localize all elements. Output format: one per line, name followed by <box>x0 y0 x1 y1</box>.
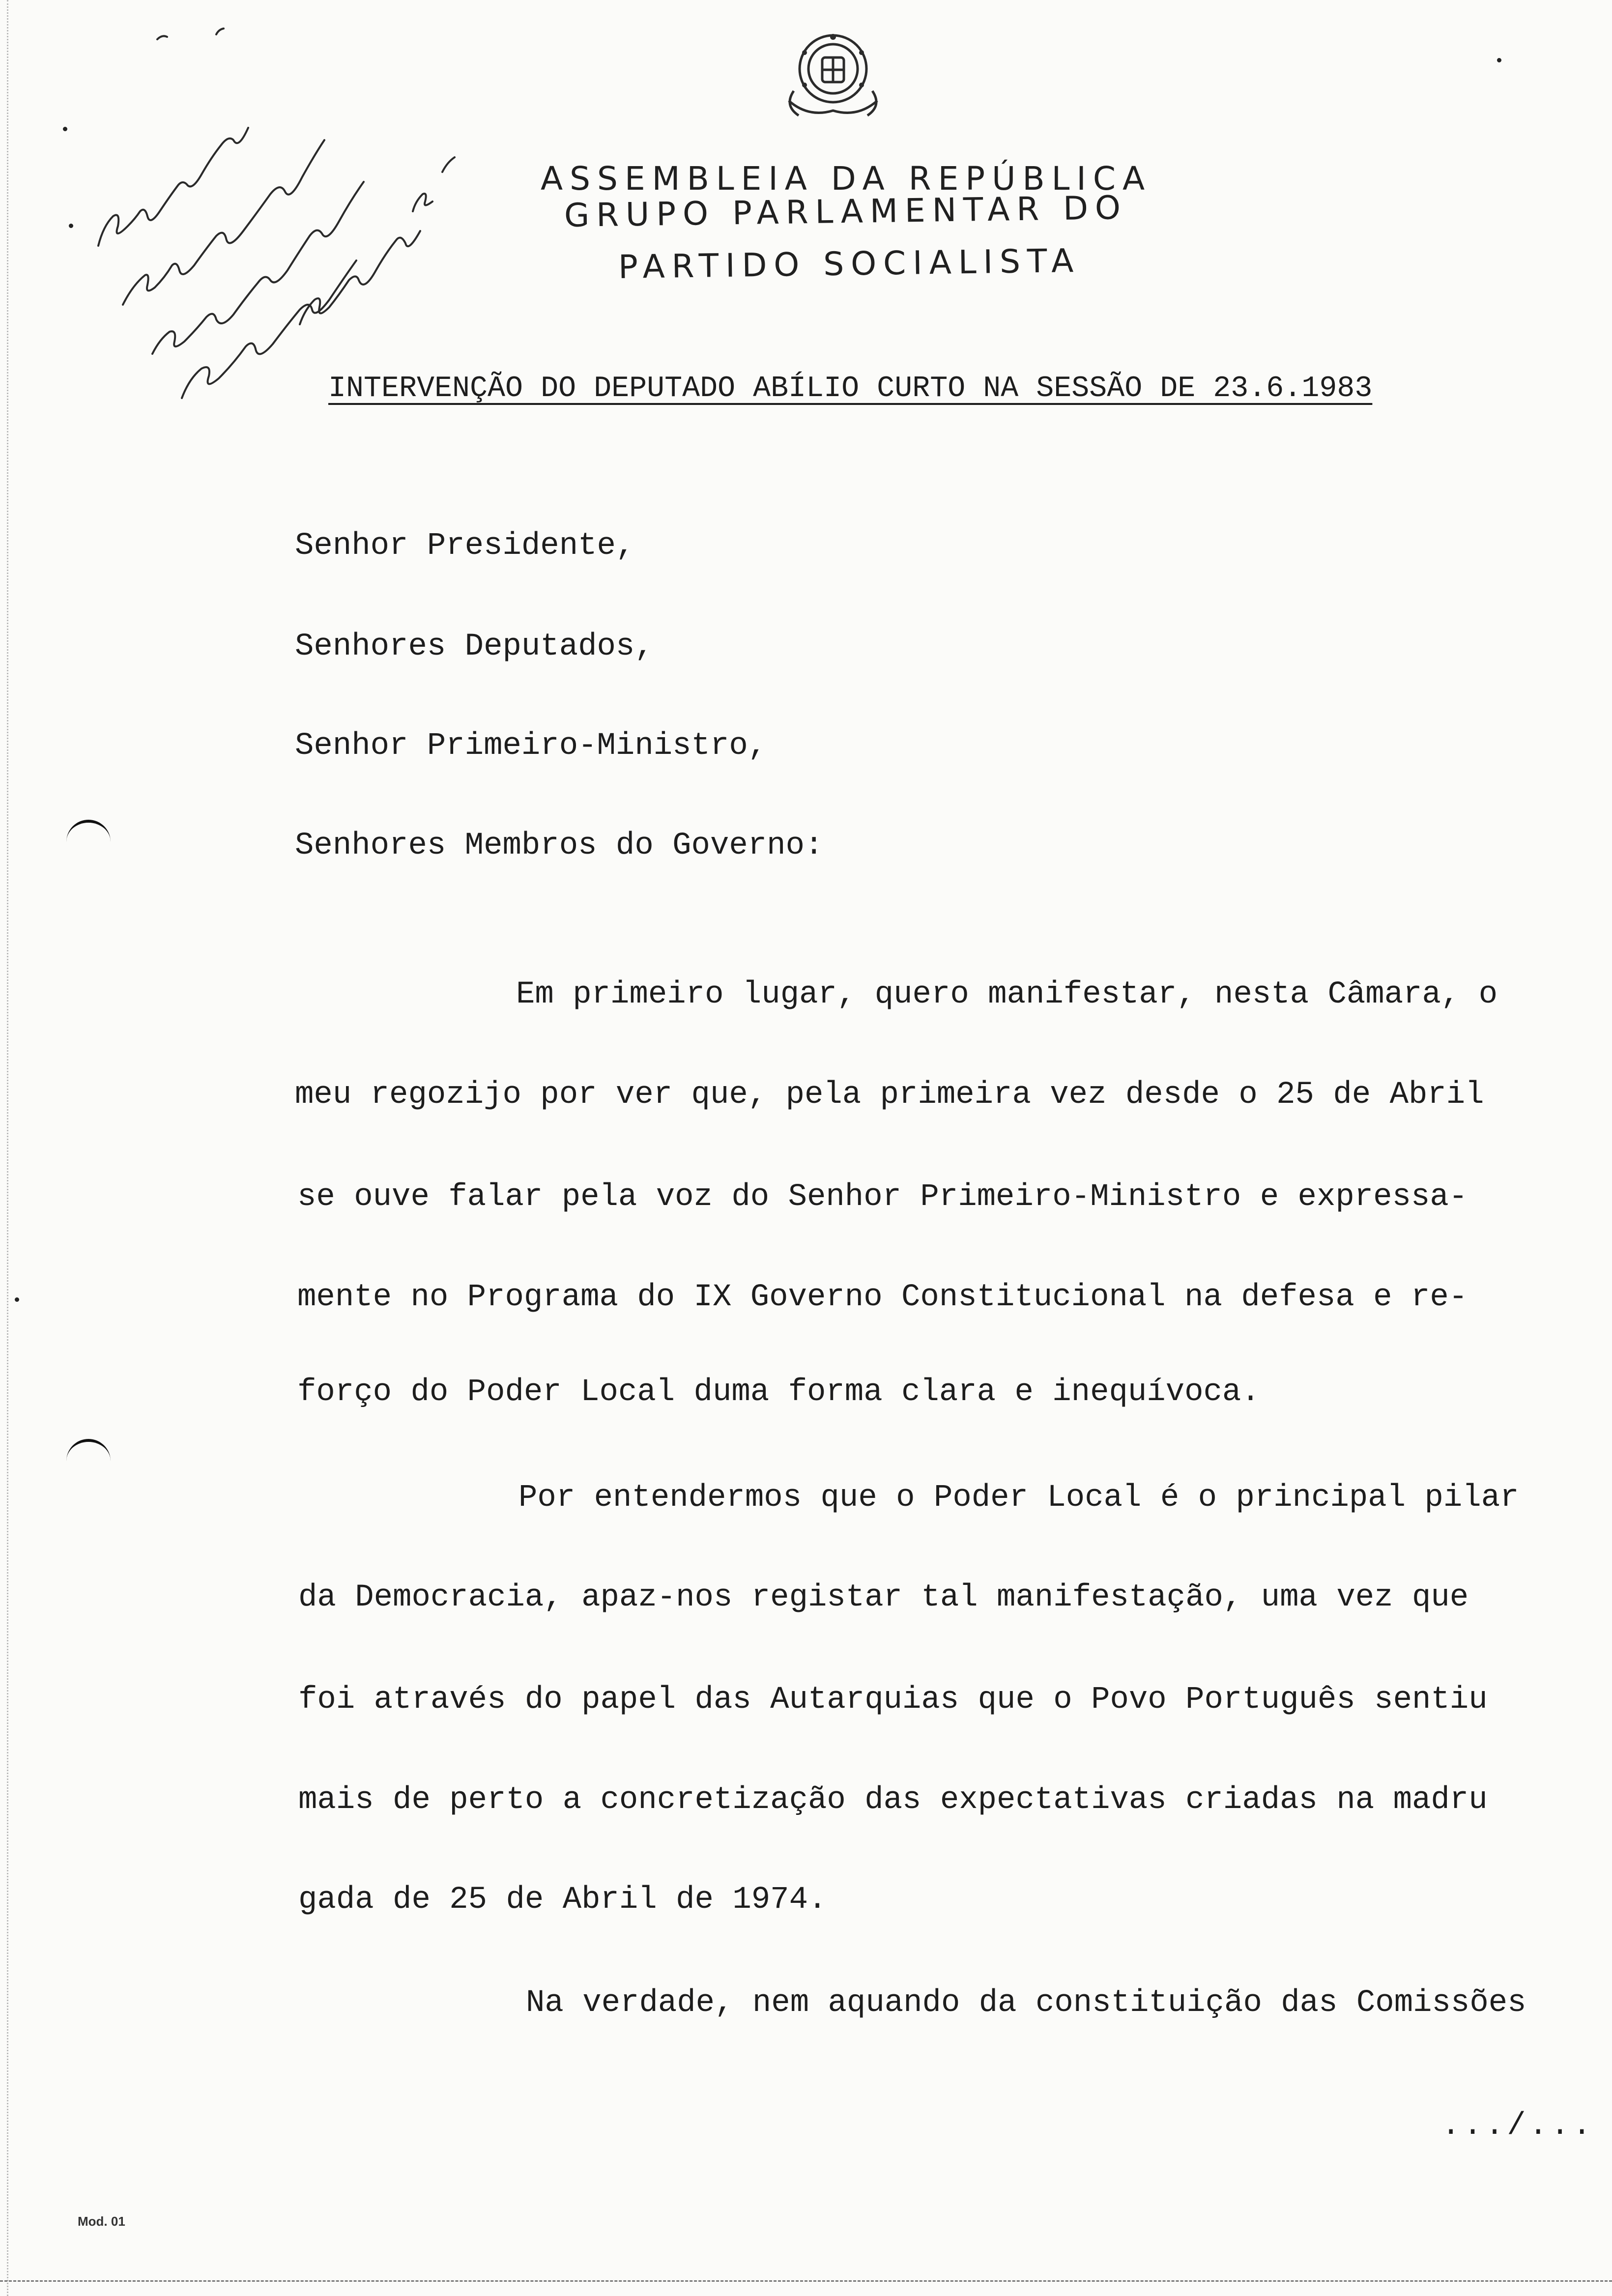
paragraph-1-line-5: forço do Poder Local duma forma clara e inequívoca. <box>297 1375 1260 1410</box>
handwritten-note <box>69 10 570 413</box>
paragraph-1-line-2: meu regozijo por ver que, pela primeira vez desde o 25 de Abril <box>295 1077 1484 1113</box>
paragraph-1-line-3: se ouve falar pela voz do Senhor Primeiro-Ministro e expressa- <box>297 1179 1468 1215</box>
speck <box>63 127 67 131</box>
margin-mark <box>66 1439 111 1462</box>
paragraph-1-line-1: Em primeiro lugar, quero manifestar, nesta Câmara, o <box>516 977 1498 1012</box>
salutation-prime-minister: Senhor Primeiro-Ministro, <box>295 728 767 764</box>
header-party: PARTIDO SOCIALISTA <box>618 241 1081 286</box>
paragraph-1-line-4: mente no Programa do IX Governo Constitucional na defesa e re- <box>297 1280 1468 1315</box>
paragraph-2-line-2: da Democracia, apaz-nos registar tal manifestação, uma vez que <box>298 1580 1469 1615</box>
form-code: Mod. 01 <box>78 2214 125 2229</box>
paragraph-2-line-5: gada de 25 de Abril de 1974. <box>298 1882 827 1918</box>
bottom-scan-edge <box>0 2280 1612 2282</box>
continuation-mark: .../... <box>1441 2108 1594 2144</box>
paragraph-2-line-3: foi através do papel das Autarquias que o Povo Português sentiu <box>298 1682 1488 1718</box>
paragraph-3-line-1: Na verdade, nem aquando da constituição das Comissões <box>526 1985 1526 2021</box>
header-group: GRUPO PARLAMENTAR DO <box>564 189 1128 234</box>
republic-emblem-icon <box>774 27 892 125</box>
speck <box>1497 58 1501 62</box>
scan-edge <box>7 0 8 2296</box>
paragraph-2-line-1: Por entendermos que o Poder Local é o principal pilar <box>518 1480 1519 1516</box>
speck <box>69 224 73 228</box>
salutation-deputies: Senhores Deputados, <box>295 629 654 664</box>
header-assembly: ASSEMBLEIA DA REPÚBLICA <box>541 160 1152 198</box>
salutation-president: Senhor Presidente, <box>295 528 635 564</box>
document-title: INTERVENÇÃO DO DEPUTADO ABÍLIO CURTO NA SESSÃO DE 23.6.1983 <box>328 372 1373 405</box>
speck <box>15 1297 19 1302</box>
salutation-government: Senhores Membros do Governo: <box>295 828 824 863</box>
paragraph-2-line-4: mais de perto a concretização das expectativas criadas na madru <box>298 1782 1488 1818</box>
margin-mark <box>66 820 111 842</box>
